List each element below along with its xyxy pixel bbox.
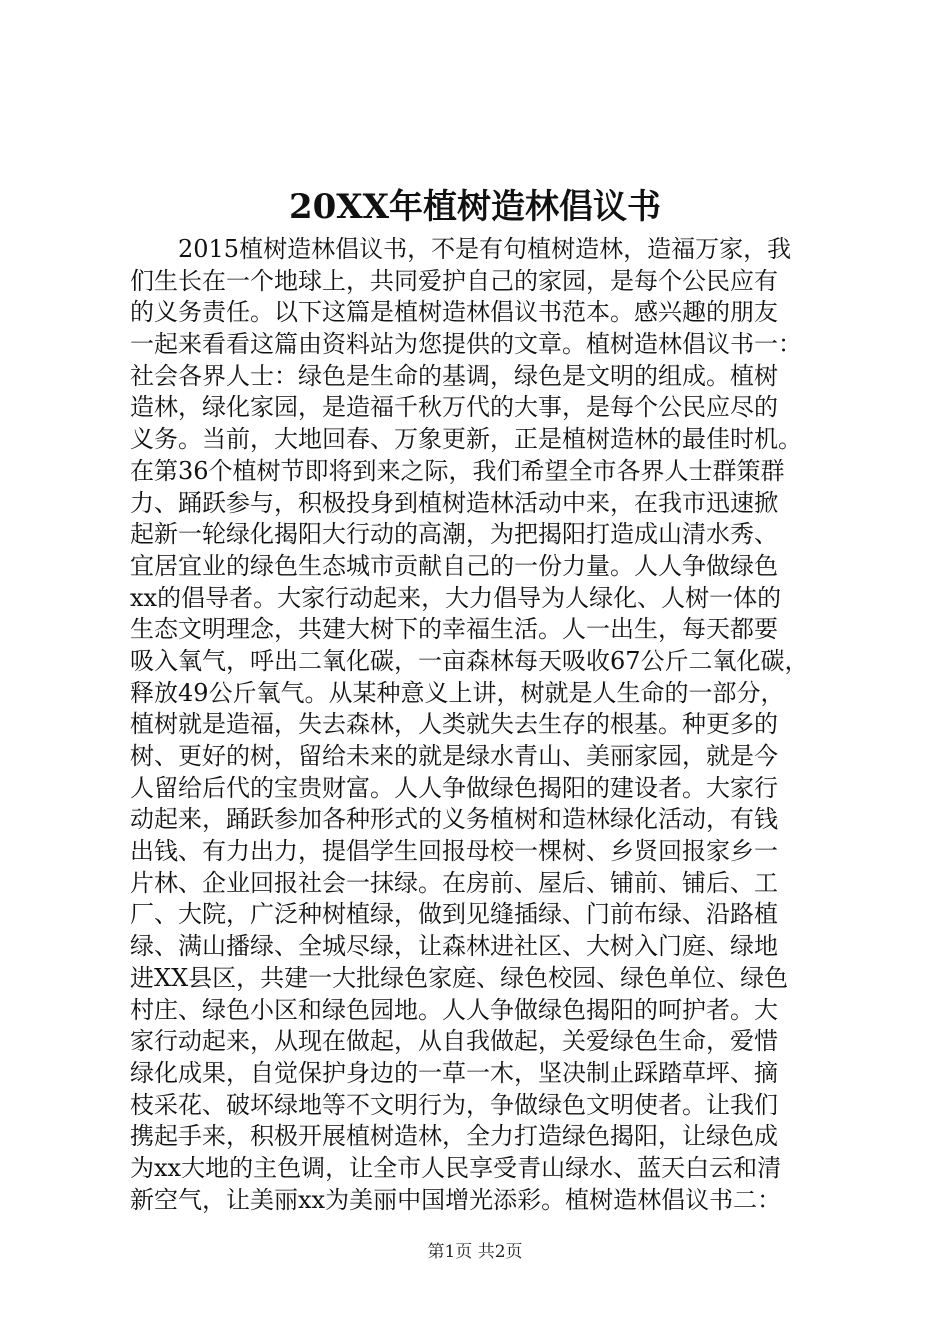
body-line: 起新一轮绿化揭阳大行动的高潮，为把揭阳打造成山清水秀、 [130,520,778,549]
body-line: 吸入氧气，呼出二氧化碳，一亩森林每天吸收67公斤二氧化碳， [130,646,809,675]
body-line: 宜居宜业的绿色生态城市贡献自己的一份力量。人人争做绿色 [130,551,778,580]
body-line: 2015植树造林倡议书，不是有句植树造林，造福万家，我 [178,235,792,263]
body-line: 释放49公斤氧气。从某种意义上讲，树就是人生命的一部分， [130,678,785,707]
document-body [130,234,820,1216]
body-line: 力、踊跃参与，积极投身到植树造林活动中来，在我市迅速掀 [130,488,778,517]
body-line: 们生长在一个地球上，共同爱护自己的家园，是每个公民应有 [130,266,778,295]
body-line: 绿化成果，自觉保护身边的一草一木，坚决制止踩踏草坪、摘 [130,1058,778,1087]
body-line: 携起手来，积极开展植树造林，全力打造绿色揭阳，让绿色成 [130,1122,778,1151]
body-line: 动起来，踊跃参加各种形式的义务植树和造林绿化活动，有钱 [130,805,778,834]
page-footer: 第1页 共2页 [427,1242,523,1262]
body-line: 厂、大院，广泛种树植绿，做到见缝插绿、门前布绿、沿路植 [130,900,778,929]
body-line: 一起来看看这篇由资料站为您提供的文章。植树造林倡议书一： [130,330,802,359]
body-line: 在第36个植树节即将到来之际，我们希望全市各界人士群策群 [130,456,785,485]
body-line: 树、更好的树，留给未来的就是绿水青山、美丽家园，就是今 [130,742,778,770]
body-line: 村庄、绿色小区和绿色园地。人人争做绿色揭阳的呵护者。大 [130,995,778,1024]
body-line: 社会各界人士：绿色是生命的基调，绿色是文明的组成。植树 [130,361,778,390]
document-title: 20XX年植树造林倡议书 [288,187,662,227]
body-line: 绿、满山播绿、全城尽绿，让森林进社区、大树入门庭、绿地 [130,932,778,961]
body-line: 家行动起来，从现在做起，从自我做起，关爱绿色生命，爱惜 [130,1027,778,1056]
body-line: 造林，绿化家园，是造福千秋万代的大事，是每个公民应尽的 [130,393,778,422]
body-line: 人留给后代的宝贵财富。人人争做绿色揭阳的建设者。大家行 [130,773,778,802]
body-line: 植树就是造福，失去森林，人类就失去生存的根基。种更多的 [130,710,778,739]
body-line: 的义务责任。以下这篇是植树造林倡议书范本。感兴趣的朋友 [130,298,778,327]
body-line: 片林、企业回报社会一抹绿。在房前、屋后、铺前、铺后、工 [130,868,778,897]
body-line: 生态文明理念，共建大树下的幸福生活。人一出生，每天都要 [130,615,778,644]
body-line: 义务。当前，大地回春、万象更新，正是植树造林的最佳时机。 [130,425,802,454]
body-line: 出钱、有力出力，提倡学生回报母校一棵树、乡贤回报家乡一 [130,837,778,866]
body-line: xx的倡导者。大家行动起来，大力倡导为人绿化、人树一体的 [130,583,782,612]
body-line: 新空气，让美丽xx为美丽中国增光添彩。植树造林倡议书二： [130,1185,782,1214]
body-line: 枝采花、破坏绿地等不文明行为，争做绿色文明使者。让我们 [130,1090,778,1119]
body-line: 进XX县区，共建一大批绿色家庭、绿色校园、绿色单位、绿色 [130,963,789,992]
body-line: 为xx大地的主色调，让全市人民享受青山绿水、蓝天白云和清 [130,1153,782,1182]
